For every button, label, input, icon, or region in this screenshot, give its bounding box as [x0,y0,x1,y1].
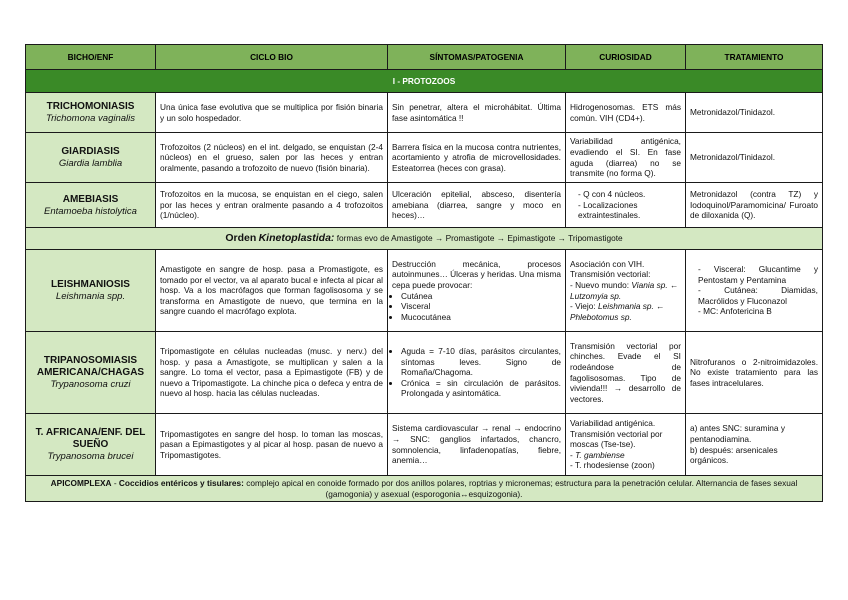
apicomplexa-row [26,476,823,502]
curiosidad-cell: Transmisión vectorial por chinches. Evade el SI rodeándose de fagolisosomas. Tipo de vivienda!!! → desarrollo de vectores. [566,332,686,414]
tratamiento-cell: Metronidazol/Tinidazol. [686,133,823,183]
curiosidad-cell: Hidrogenosomas. ETS más común. VIH (CD4+). [566,93,686,133]
species-name: Leishmania spp. [55,291,126,302]
sintomas-cell [388,332,566,414]
sintomas-cell: Barrera física en la mucosa contra nutrientes, acortamiento y atrofia de microvellosidades. Esteatorrea (heces con grasa). [388,133,566,183]
table-row [26,250,823,332]
disease-name-cell [26,93,156,133]
ciclo-cell: Tripomastigotes en sangre del hosp. lo toman las moscas, pasan a Epimastigotes y al picar al hosp. pasan de nuevo a Tripomastigotes. [156,414,388,476]
disease-name-cell [26,332,156,414]
list-item: - T. rhodesiense (zoon) [570,460,655,471]
header-row [26,45,823,70]
sintomas-cell: Destrucción mecánica, procesos autoinmunes… Úlceras y heridas. Una misma cepa puede provocar: • Cutánea • Visceral • Mucocutánea [388,250,566,332]
list-item: • Aguda = 7-10 días, parásitos circulantes, síntomas leves. Signo de Romaña/Chagoma. [401,346,561,378]
section-protozoos: I - PROTOZOOS [26,70,823,93]
tratamiento-cell: Metronidazol/Tinidazol. [686,93,823,133]
list-item: b) después: arsenicales orgánicos. [690,444,778,466]
table-row [26,133,823,183]
list-item: • Mucocutánea [401,312,561,323]
ciclo-cell: Trofozoitos en la mucosa, se enquistan en el ciego, salen por las heces y entran oralmente pasando a 4 trofozoitos (1/núcleo). [156,183,388,228]
curiosidad-cell: Variabilidad antigénica, evadiendo el SI. En fase aguda (diarrea) no se transmite (no forma Q). [566,133,686,183]
ciclo-cell: Amastigote en sangre de hosp. pasa a Promastigote, es tomado por el vector, va al aparato bucal e infecta al picar al hosp. Va a los macrófagos que forman fagolisosoma y se transforma en Amastigote de nuevo, que termina en la sangre cuando el macrófago explota. [156,250,388,332]
header-tratamiento: TRATAMIENTO [686,45,823,70]
list-item: • Crónica = sin circulación de parásitos. Prolongada y asintomática. [401,378,561,399]
disease-name: TRICHOMONIASIS [46,101,135,112]
curiosidad-cell: Variabilidad antigénica. Transmisión vectorial por moscas (Tse-tse). - T. gambiense - T. rhodesiense (zoon) [566,414,686,476]
list-item: - Localizaciones extraintestinales. [578,199,641,221]
apicomplexa-title: APICOMPLEXA [50,478,112,488]
disease-name: LEISHMANIOSIS [51,279,130,290]
apicomplexa-cell: APICOMPLEXA - Coccidios entéricos y tisulares: complejo apical en conoide formado por dos anillos polares, roptrias y micronemas; estructura para la penetración celular. Alternancia de fases sexual (gamogonia) y asexual (esporogonia↔esquizogonia). [26,476,823,502]
disease-name: GIARDIASIS [61,146,120,157]
apicomplexa-subtitle: Coccidios entéricos y tisulares: [118,478,244,488]
disease-name-cell [26,183,156,228]
ciclo-cell: Trofozoitos (2 núcleos) en el int. delgado, se enquistan (2-4 núcleos) en el grueso, salen por las heces y entran oralmente, pasando a trofozoito de nuevo (fisión binaria). [156,133,388,183]
header-curiosidad: CURIOSIDAD [566,45,686,70]
parasites-table [25,44,823,502]
header-sintomas: SÍNTOMAS/PATOGENIA [388,45,566,70]
species-name: Giardia lamblia [58,158,123,169]
table-row [26,93,823,133]
table-row [26,332,823,414]
species-name: Trypanosoma brucei [47,451,134,462]
list-item: - Q con 4 núcleos. [578,189,646,200]
disease-name-cell [26,133,156,183]
disease-name-cell [26,414,156,476]
section-row [26,70,823,93]
disease-name: TRIPANOSOMIASIS AMERICANA/CHAGAS [36,355,145,378]
species-name: Trypanosoma cruzi [50,379,131,390]
sintomas-cell: Sin penetrar, altera el microhábitat. Última fase asintomática !! [388,93,566,133]
order-kinetoplastida: Orden Kinetoplastida: formas evo de Amastigote → Promastigote → Epimastigote → Tripomastigote [26,228,823,250]
curiosidad-cell: Asociación con VIH. Transmisión vectorial: - Nuevo mundo: Viania sp. ← Lutzomyia sp. - Viejo: Leishmania sp. ← Phlebotomus sp. [566,250,686,332]
apicomplexa-text: complejo apical en conoide formado por dos anillos polares, roptrias y micronemas; estructura para la penetración celular. Alternancia de fases sexual (gamogonia) y asexual (esporogonia↔esquizogonia). [246,478,798,499]
list-item: - MC: Anfotericina B [698,306,772,317]
list-item: a) antes SNC: suramina y pentanodiamina. [690,423,785,444]
table-row [26,414,823,476]
tratamiento-cell [686,250,823,332]
species-name: Entamoeba histolytica [44,205,137,217]
ciclo-cell: Una única fase evolutiva que se multiplica por fisión binaria y un solo hospedador. [156,93,388,133]
list-item: - Nuevo mundo: Viania sp. ← Lutzomyia sp. [570,279,679,301]
disease-name: T. AFRICANA/ENF. DEL SUEÑO [35,427,146,450]
list-item: - Cutánea: Diamidas, Macrólidos y Fluconazol [698,285,818,306]
list-item: • Cutánea [401,291,561,302]
header-bicho: BICHO/ENF [26,45,156,70]
tratamiento-cell [686,414,823,476]
ciclo-cell: Tripomastigote en células nucleadas (musc. y nerv.) del hosp. y pasa a Amastigote, se multiplican y salen a la sangre. Lo toma el vector, pasa a Epimastigote (FB) y de nuevo a Tripomastigote. La chinche pica o defeca y entra de nuevo al hosp. hacia las células nucleadas. [156,332,388,414]
sintomas-cell: Sistema cardiovascular → renal → endocrino → SNC: ganglios infartados, chancro, somnolencia, linfadenopatías, fiebre, anemia… [388,414,566,476]
species-name: Trichomona vaginalis [45,113,136,124]
curiosidad-cell [566,183,686,228]
order-row [26,228,823,250]
list-item: - Visceral: Glucantime y Pentostam y Pentamina [698,264,818,285]
tratamiento-cell: Metronidazol (contra TZ) y Iodoquinol/Paramomicina/ Furoato de diloxanida (Q). [686,183,823,228]
table-row [26,183,823,228]
header-ciclo: CICLO BIO [156,45,388,70]
sintomas-cell: Ulceración epitelial, absceso, disentería amebiana (diarrea, sangre y moco en heces)… [388,183,566,228]
list-item: - Viejo: Leishmania sp. ← Phlebotomus sp. [570,301,665,322]
tratamiento-cell: Nitrofuranos o 2-nitroimidazoles. No existe tratamiento para las fases intracelulares. [686,332,823,414]
disease-name: AMEBIASIS [62,193,119,205]
list-item: • Visceral [401,301,561,312]
list-item: - T. gambiense [570,449,625,460]
disease-name-cell [26,250,156,332]
